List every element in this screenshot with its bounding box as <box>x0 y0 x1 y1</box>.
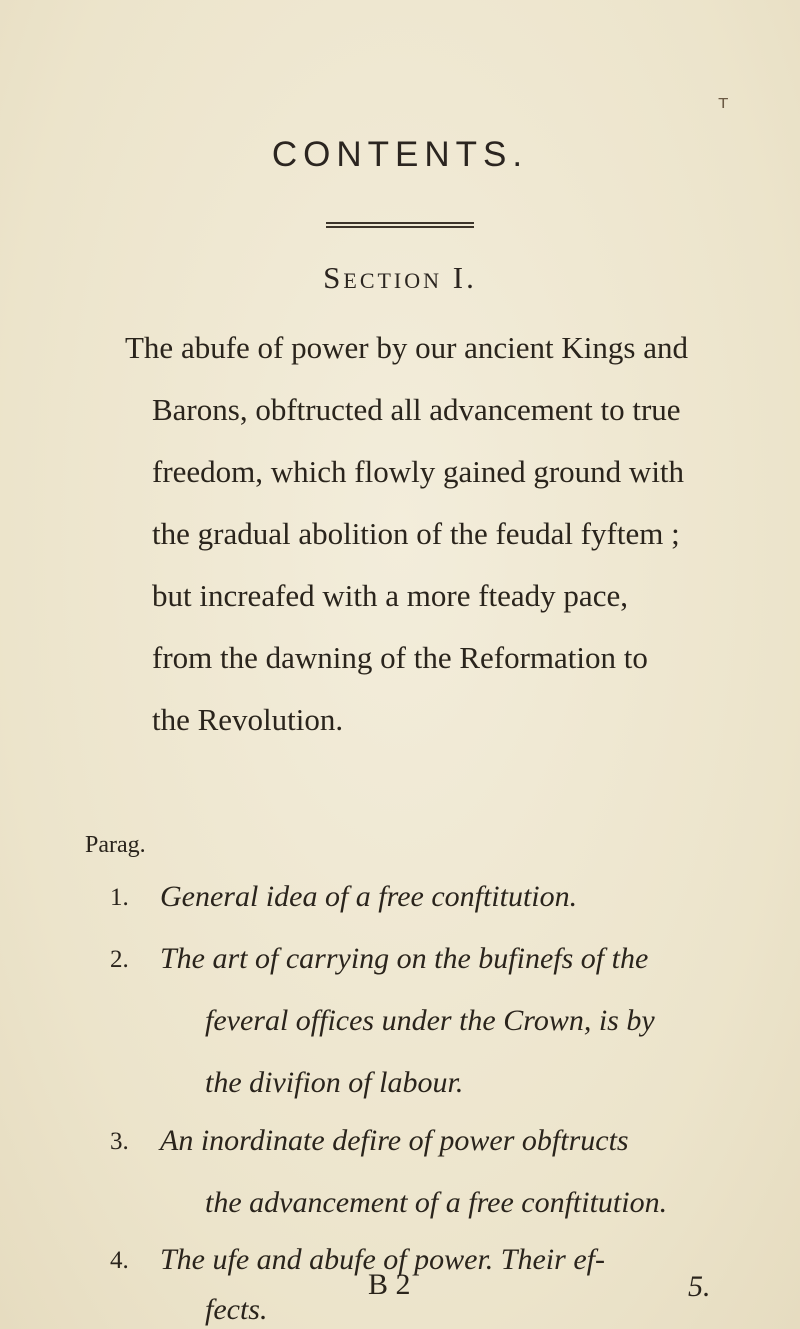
entry-text: An inordinate defire of power obftructs <box>160 1124 629 1157</box>
entry-text: feveral offices under the Crown, is by <box>205 1004 655 1037</box>
section-heading: Section I. <box>323 260 477 295</box>
ornamental-rule <box>326 222 474 228</box>
signature-mark: B 2 <box>368 1268 411 1301</box>
page-title: CONTENTS. <box>271 135 529 174</box>
entry-number: 4. <box>110 1247 129 1274</box>
catchword: 5. <box>688 1270 711 1303</box>
entry-number: 1. <box>110 884 129 911</box>
entry-number: 3. <box>110 1128 129 1155</box>
summary-line: The abufe of power by our ancient Kings and <box>125 330 688 365</box>
corner-mark: ᴛ <box>718 92 729 113</box>
summary-line: freedom, which flowly gained ground with <box>152 454 685 489</box>
entry-number: 2. <box>110 946 129 973</box>
entry-text: the divifion of labour. <box>205 1066 464 1099</box>
summary-line: Barons, obftructed all advancement to true <box>152 392 681 427</box>
entry-text: fects. <box>205 1293 268 1326</box>
summary-line: but increafed with a more fteady pace, <box>152 578 628 613</box>
summary-line: the gradual abolition of the feudal fyftem ; <box>152 516 680 551</box>
parag-label: Parag. <box>85 832 146 858</box>
entry-text: the advancement of a free conftitution. <box>205 1186 668 1219</box>
summary-line: the Revolution. <box>152 702 344 737</box>
entry-text: General idea of a free conftitution. <box>160 880 578 913</box>
entry-text: The art of carrying on the bufinefs of the <box>160 942 649 975</box>
summary-line: from the dawning of the Reformation to <box>152 640 648 675</box>
entry-text: The ufe and abufe of power. Their ef- <box>160 1243 605 1276</box>
